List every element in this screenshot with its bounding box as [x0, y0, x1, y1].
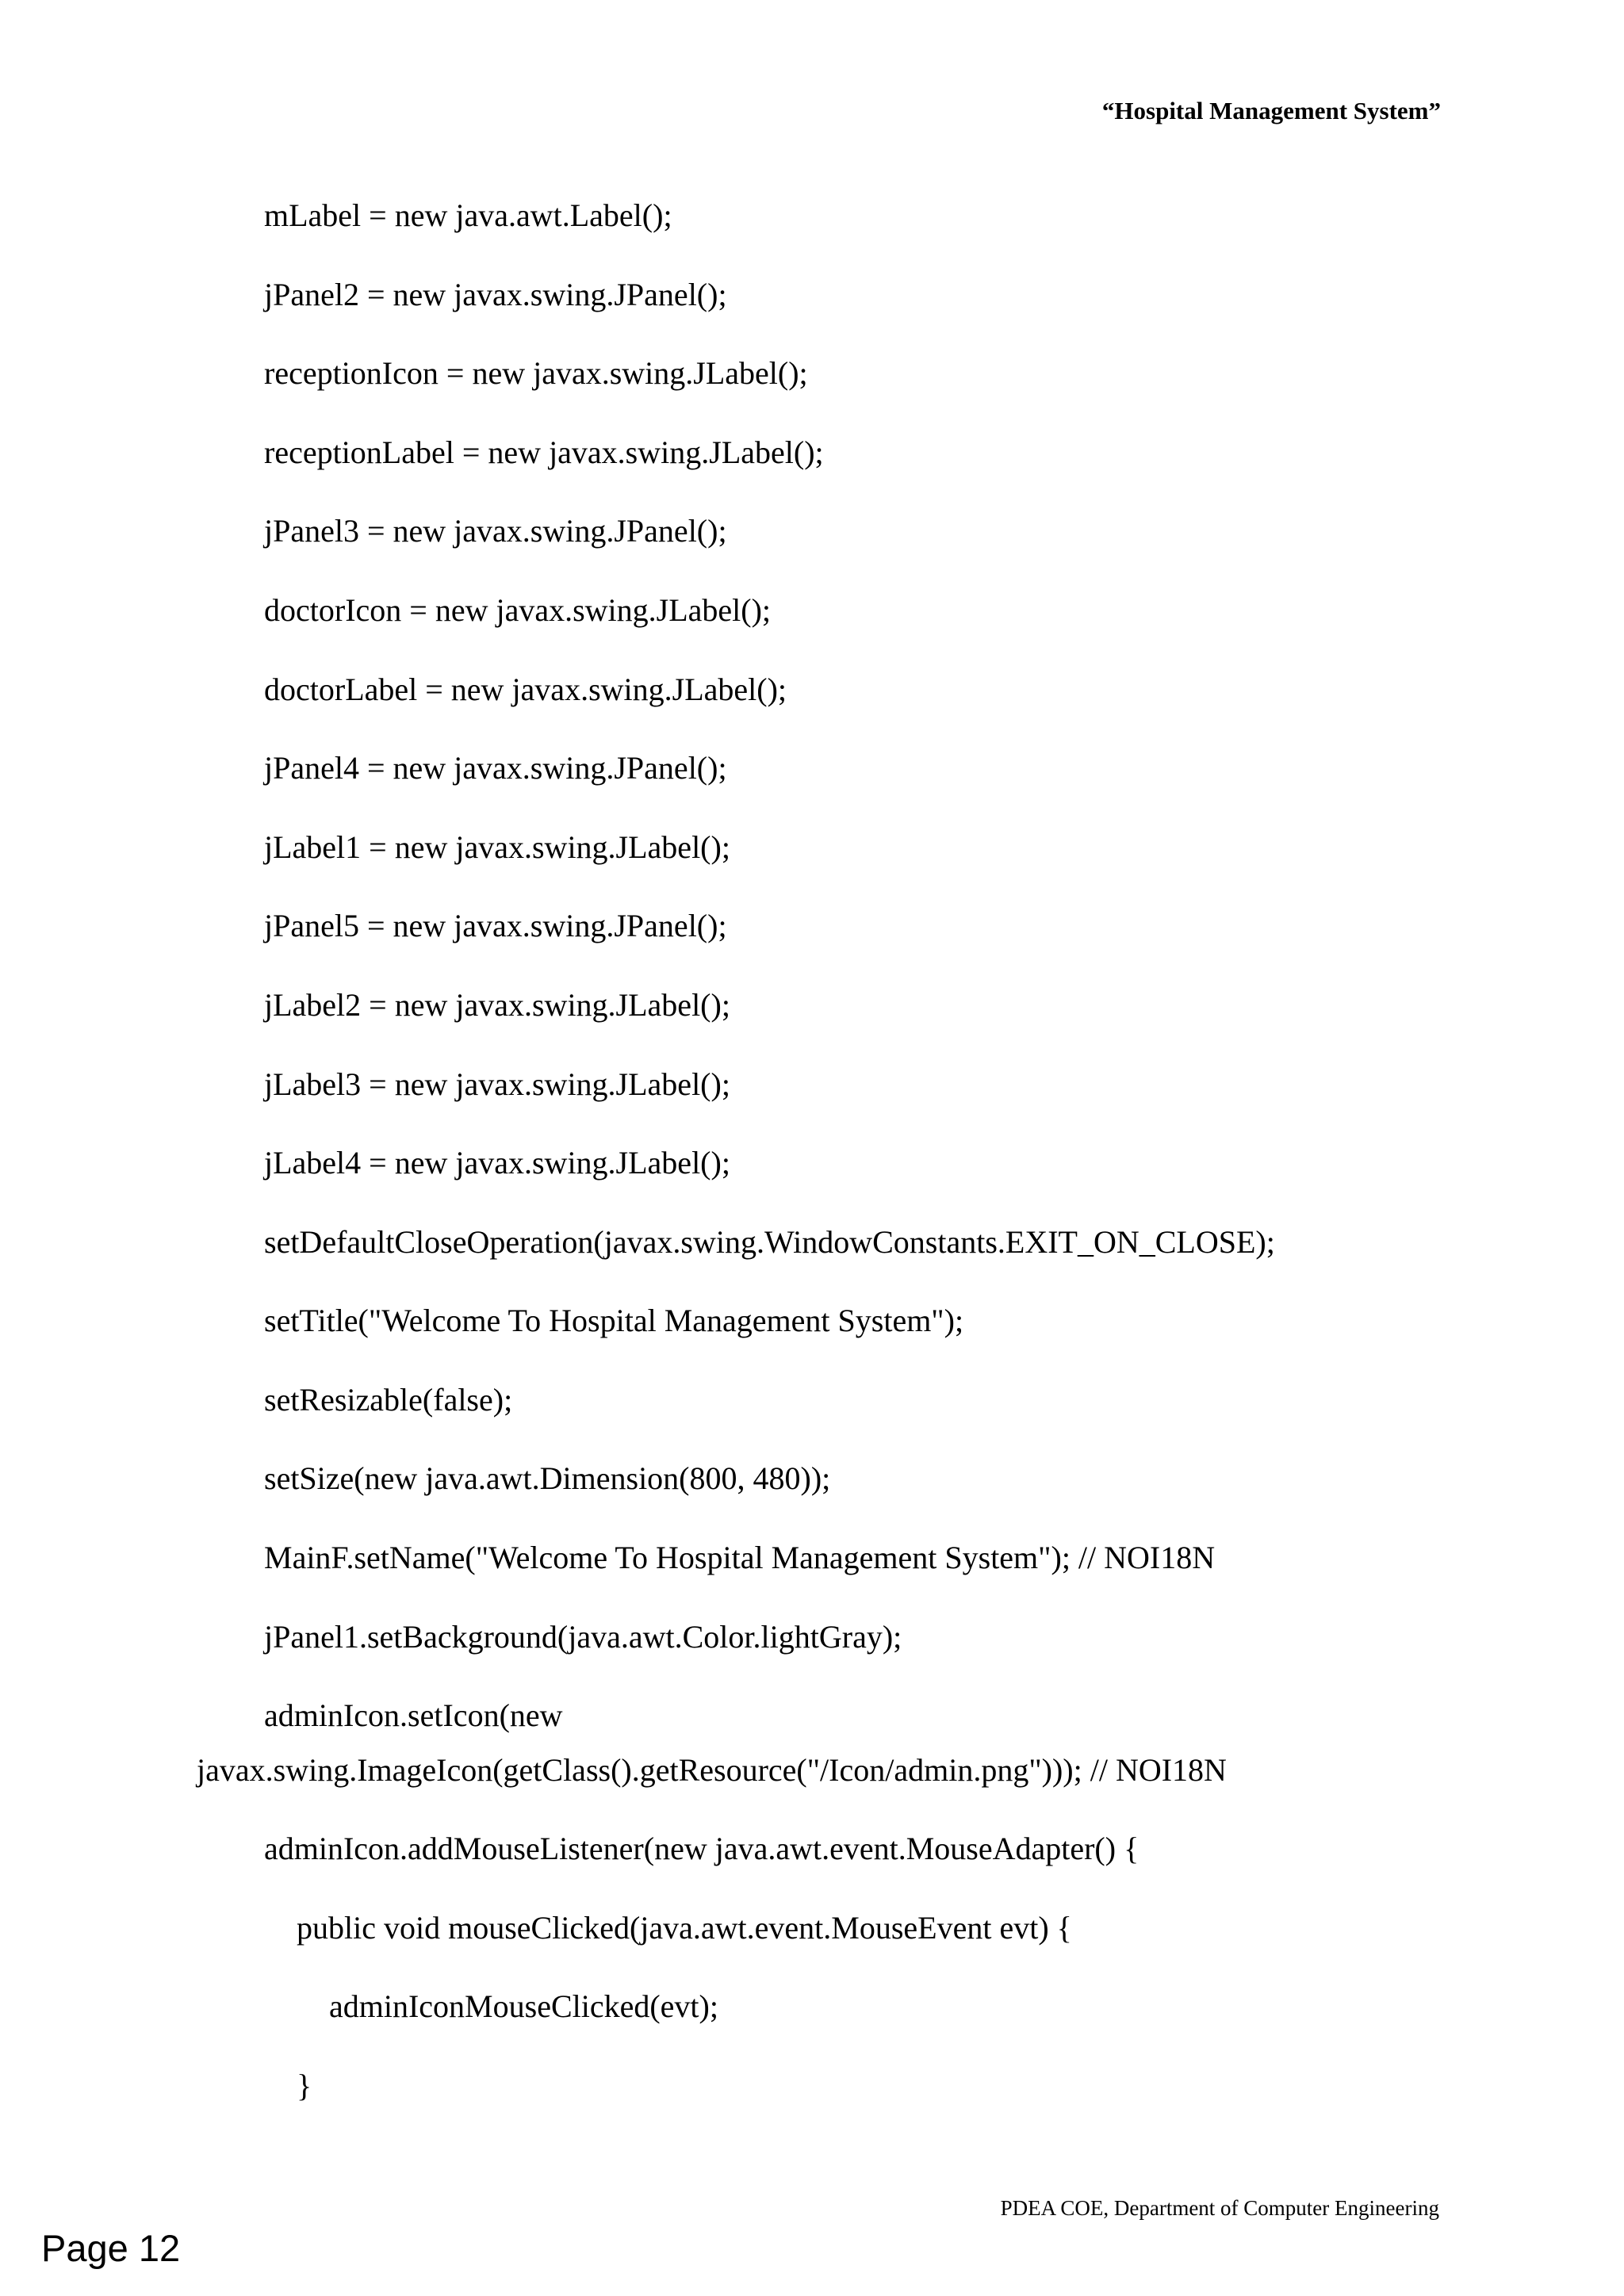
code-line: jPanel5 = new javax.swing.JPanel(); [264, 908, 727, 943]
code-line: } [297, 2068, 312, 2103]
code-line: doctorIcon = new javax.swing.JLabel(); [264, 592, 772, 628]
code-line: jLabel1 = new javax.swing.JLabel(); [264, 829, 730, 865]
code-line: mLabel = new java.awt.Label(); [264, 197, 672, 233]
code-line: adminIcon.setIcon(new [264, 1697, 563, 1733]
code-line: jPanel4 = new javax.swing.JPanel(); [264, 750, 727, 786]
code-line: jLabel3 = new javax.swing.JLabel(); [264, 1066, 730, 1102]
page-header-title: “Hospital Management System” [1101, 97, 1441, 124]
code-line: public void mouseClicked(java.awt.event.MouseEvent evt) { [297, 1910, 1072, 1946]
footer-department: PDEA COE, Department of Computer Engineering [1000, 2196, 1439, 2220]
code-line: MainF.setName("Welcome To Hospital Management System"); // NOI18N [264, 1540, 1216, 1575]
code-line-continuation: javax.swing.ImageIcon(getClass().getResource("/Icon/admin.png"))); // NOI18N [197, 1752, 1227, 1788]
code-line: doctorLabel = new javax.swing.JLabel(); [264, 672, 787, 707]
page-number: Page 12 [41, 2227, 181, 2269]
code-line: jLabel4 = new javax.swing.JLabel(); [264, 1145, 730, 1181]
code-line: setResizable(false); [264, 1382, 513, 1418]
code-line: adminIconMouseClicked(evt); [329, 1988, 718, 2024]
code-line: receptionIcon = new javax.swing.JLabel(); [264, 355, 808, 391]
code-line: jPanel3 = new javax.swing.JPanel(); [264, 513, 727, 549]
code-line: setSize(new java.awt.Dimension(800, 480)); [264, 1460, 831, 1496]
code-line: jPanel1.setBackground(java.awt.Color.lightGray); [264, 1619, 902, 1655]
code-line: setTitle("Welcome To Hospital Management System"); [264, 1303, 964, 1338]
code-line: jLabel2 = new javax.swing.JLabel(); [264, 987, 730, 1023]
code-line: jPanel2 = new javax.swing.JPanel(); [264, 277, 727, 312]
code-line: receptionLabel = new javax.swing.JLabel(); [264, 434, 824, 470]
code-line: adminIcon.addMouseListener(new java.awt.event.MouseAdapter() { [264, 1831, 1139, 1866]
code-line: setDefaultCloseOperation(javax.swing.WindowConstants.EXIT_ON_CLOSE); [264, 1224, 1275, 1260]
